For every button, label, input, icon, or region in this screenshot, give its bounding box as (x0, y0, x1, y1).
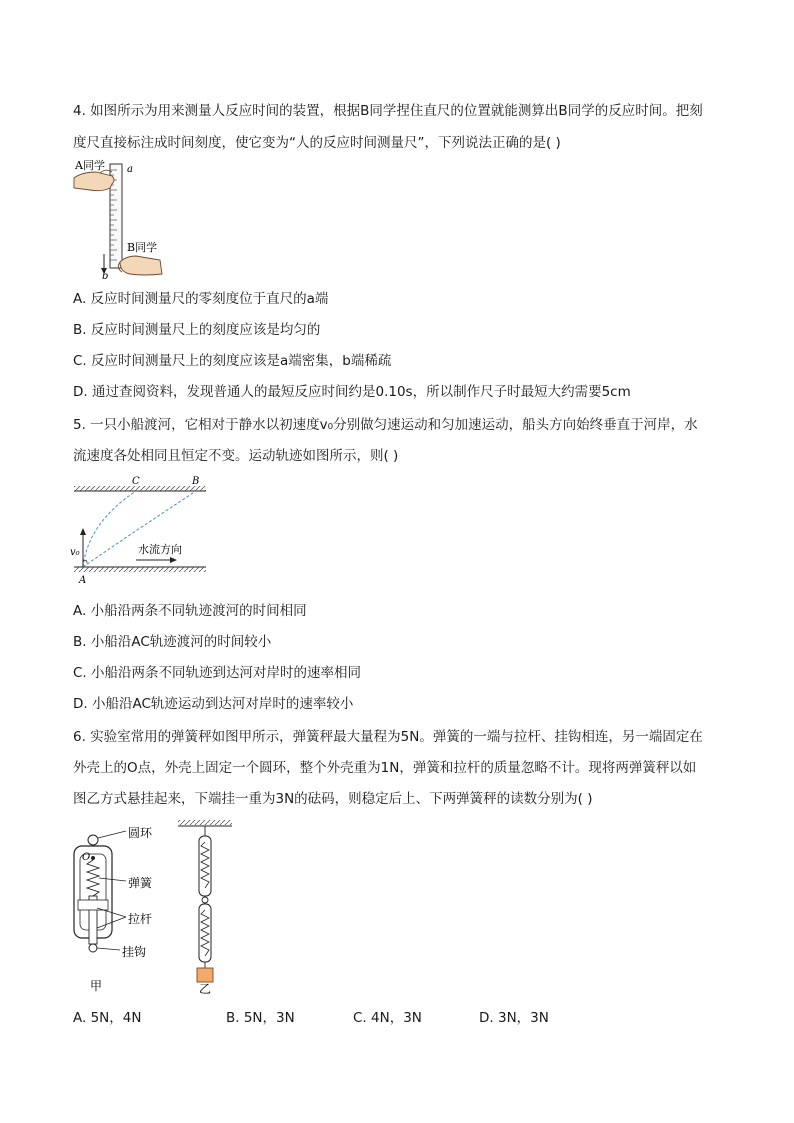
q5-option-c: C. 小船沿两条不同轨迹到达河对岸时的速率相同 (73, 665, 362, 681)
q6-stem-line1: 6. 实验室常用的弹簧秤如图甲所示，弹簧秤最大量程为5N。弹簧的一端与拉杆、挂钩相连，另一端固定在 (73, 729, 703, 745)
q5-option-b: B. 小船沿AC轨迹渡河的时间较小 (73, 634, 272, 650)
q4-option-b: B. 反应时间测量尺上的刻度应该是均匀的 (73, 322, 321, 338)
q5-option-d: D. 小船沿AC轨迹运动到达河对岸时的速率较小 (73, 696, 354, 712)
hook-icon (89, 944, 97, 952)
label-v0: v₀ (70, 547, 80, 558)
b-hand-icon (120, 256, 162, 275)
q5-stem-line1: 5. 一只小船渡河，它相对于静水以初速度v₀分别做匀速运动和匀加速运动，船头方向始终垂直于河岸，水 (73, 417, 698, 433)
trajectory-ac (83, 491, 136, 567)
label-b-person: B同学 (127, 241, 158, 254)
a-hand-icon (74, 172, 114, 191)
label-a-person: A同学 (75, 159, 105, 172)
q6-stem-line3: 图乙方式悬挂起来，下端挂一重为3N的砝码，则稳定后上、下两弹簧秤的读数分别为( ) (73, 791, 593, 807)
label-b-end: b (102, 271, 109, 282)
label-c: C (132, 476, 140, 487)
label-hook: 挂钩 (122, 945, 147, 959)
label-a: A (79, 575, 87, 586)
flow-direction-label: 水流方向 (138, 543, 182, 556)
label-a-end: a (127, 164, 133, 175)
label-rod: 拉杆 (128, 912, 153, 926)
q5-option-a: A. 小船沿两条不同轨迹渡河的时间相同 (73, 603, 307, 619)
label-spring: 弹簧 (128, 876, 153, 890)
q5-stem-line2: 流速度各处相同且恒定不变。运动轨迹如图所示，则( ) (73, 448, 399, 464)
q6-figure-jia (68, 828, 180, 996)
label-ring: 圆环 (128, 826, 153, 840)
label-o: O (82, 852, 91, 863)
q4-stem-line1: 4. 如图所示为用来测量人反应时间的装置，根据B同学捏住直尺的位置就能测算出B同学的反应时间。把刻 (73, 103, 703, 119)
caption-yi: 乙 (199, 982, 212, 996)
q6-option-d: D. 3N，3N (479, 1010, 549, 1026)
q4-ruler-figure (72, 158, 167, 280)
q4-option-d: D. 通过查阅资料，发现普通人的最短反应时间约是0.10s，所以制作尺子时最短大约需要5cm (73, 384, 631, 400)
lower-scale (199, 904, 211, 962)
weight-icon (197, 968, 213, 982)
flow-arrow-icon (170, 557, 177, 563)
q4-stem-line2: 度尺直接标注成时间刻度，使它变为“人的反应时间测量尺”，下列说法正确的是( ) (73, 135, 561, 151)
ring-icon (88, 835, 98, 845)
q4-option-a: A. 反应时间测量尺的零刻度位于直尺的a端 (73, 291, 329, 307)
q6-stem-line2: 外壳上的O点，外壳上固定一个圆环，整个外壳重为1N，弹簧和拉杆的质量忽略不计。现将两弹簧秤以如 (73, 760, 697, 776)
q6-option-c: C. 4N，3N (353, 1010, 422, 1026)
q6-option-a: A. 5N，4N (73, 1010, 142, 1026)
label-b: B (192, 476, 200, 487)
q6-option-b: B. 5N，3N (226, 1010, 295, 1026)
q6-figure-yi (172, 818, 238, 994)
caption-jia: 甲 (90, 979, 103, 993)
q4-option-c: C. 反应时间测量尺上的刻度应该是a端密集，b端稀疏 (73, 353, 392, 369)
q5-river-figure (66, 475, 211, 587)
v0-arrow-icon (80, 528, 86, 535)
